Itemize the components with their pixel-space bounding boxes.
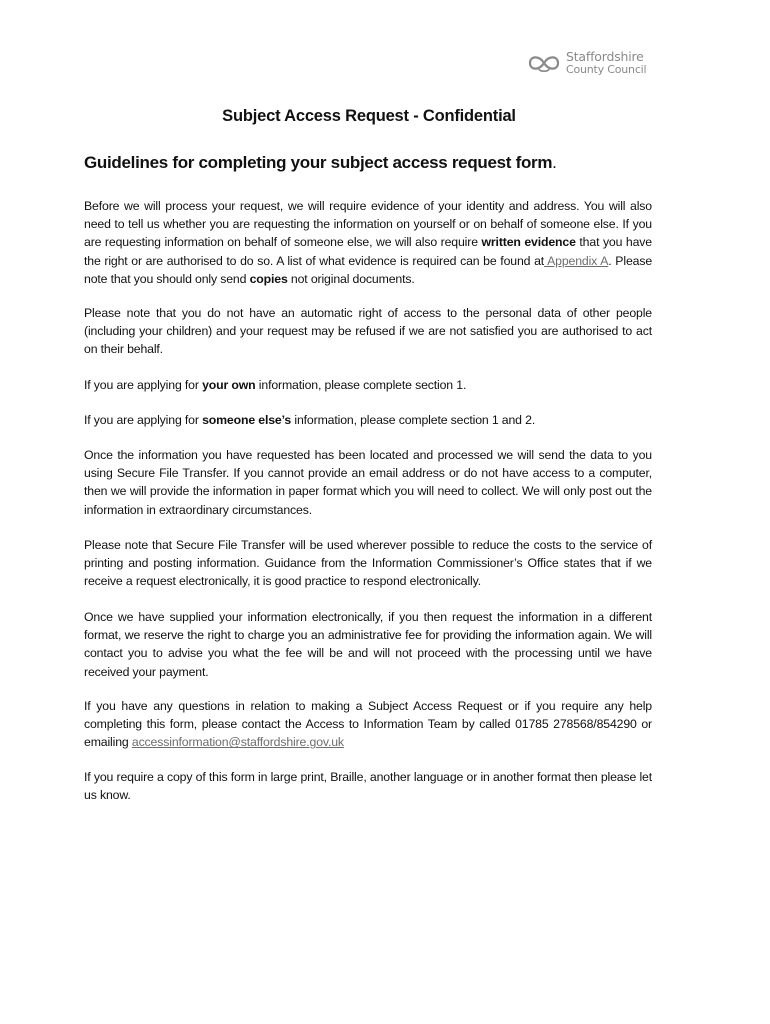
paragraph-no-automatic-right: Please note that you do not have an automatic right of access to the personal data of other people (including your children) and your request may be refused if we are not satisfied you are authorised to act on their behalf. — [84, 306, 652, 357]
guidelines-heading — [84, 153, 557, 173]
appendix-a-link[interactable]: Appendix A — [544, 253, 609, 268]
document-title: Subject Access Request - Confidential — [222, 107, 516, 125]
paragraph-someone-text-1: If you are applying for — [84, 413, 203, 427]
paragraph-evidence — [84, 197, 652, 288]
paragraph-costs: Please note that Secure File Transfer will be used wherever possible to reduce the costs to the service of printing and posting information. Guidance from the Information Commissioner’s Office states that if we receive a request electronically, it is good practice to respond electronically. — [84, 538, 652, 589]
paragraph-questions — [84, 697, 652, 752]
paragraph-own-text-1: If you are applying for — [84, 378, 203, 392]
paragraph-someone-text-2: information, please complete section 1 and 2. — [291, 413, 536, 427]
your-own-bold: your own — [202, 378, 256, 392]
paragraph-own-text-2: information, please complete section 1. — [255, 378, 467, 392]
someone-elses-bold: someone else’s — [202, 413, 292, 427]
paragraph-someone-else — [84, 411, 652, 429]
paragraph-questions-text: If you have any questions in relation to making a Subject Access Request or if you require any help completing this form, please contact the Access to Information Team by called 01785 278568/854290 or emailing — [84, 699, 652, 750]
paragraph-secure-file-transfer: Once the information you have requested has been located and processed we will send the data to you using Secure File Transfer. If you cannot provide an email address or do not have access to a computer, then we will provide the information in paper format which you will need to collect. We will only post out the information in extraordinary circumstances. — [84, 448, 652, 517]
council-logo — [527, 50, 646, 76]
email-link[interactable]: accessinformation@staffordshire.gov.uk — [131, 735, 344, 750]
guidelines-heading-period: . — [552, 153, 557, 172]
logo-line-2: County Council — [566, 63, 647, 76]
guidelines-heading-text: Guidelines for completing your subject access request form — [84, 153, 553, 172]
staffordshire-knot-icon — [527, 52, 561, 74]
paragraph-own-information — [84, 376, 652, 394]
logo-line-1: Staffordshire — [566, 49, 644, 64]
paragraph-evidence-text-4: not original documents. — [287, 271, 415, 286]
written-evidence-bold: written evidence — [481, 235, 576, 250]
copies-bold: copies — [249, 271, 288, 286]
paragraph-alternative-formats: If you require a copy of this form in large print, Braille, another language or in another format then please let us know. — [84, 770, 652, 803]
paragraph-evidence-text-2: that you have the right or are authorised to do so. A list of what evidence is required can be found at — [84, 235, 652, 268]
logo-text — [566, 50, 646, 76]
paragraph-administrative-fee: Once we have supplied your information electronically, if you then request the information in a different format, we reserve the right to charge you an administrative fee for providing the information again. We will contact you to advise you what the fee will be and will not proceed with the processing until we have received your payment. — [84, 610, 652, 679]
paragraph-evidence-text-1: Before we will process your request, we will require evidence of your identity and address. You will also need to tell us whether you are requesting the information on yourself or on behalf of someone else. If you are requesting information on behalf of someone else, we will also require — [84, 199, 652, 250]
paragraph-evidence-text-3: . Please note that you should only send — [84, 253, 653, 286]
